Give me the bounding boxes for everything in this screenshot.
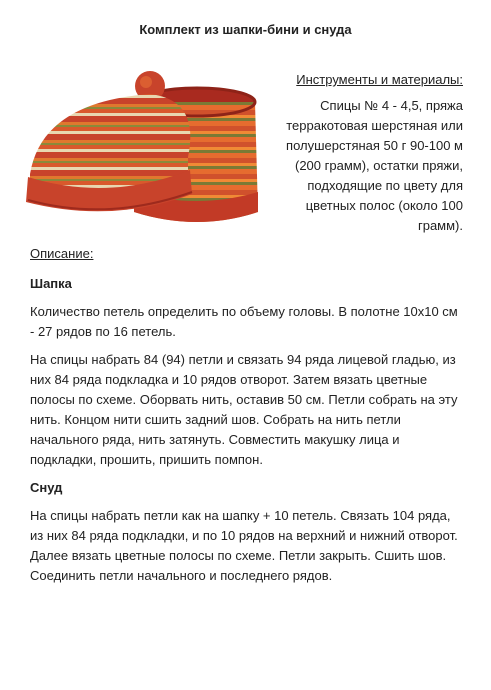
hat-and-snood-photo [22,62,260,234]
description-heading: Описание: [30,246,94,261]
hat-paragraph-2: На спицы набрать 84 (94) петли и связать 94 ряда лицевой гладью, из них 84 ряда подкладка и 10 рядов отворот. Затем вязать цветные полосы по схеме. Оборвать нить, оставив 50 см. Петли собрать на эту нить. Концом нити сшить задний шов. Собрать на нить петли начального ряда, нить затянуть. Совместить макушку лица и подкладки, прошить, пришить помпон. [30,352,458,467]
materials-text: Спицы № 4 - 4,5, пряжа терракотовая шерстяная или полушерстяная 50 г 90-100 м (200 грамм), остатки пряжи, подходящие по цвету для цветных полос (около 100 грамм). [286,98,463,233]
description-section [30,244,460,594]
materials-heading: Инструменты и материалы: [296,72,463,87]
snood-paragraph-1: На спицы набрать петли как на шапку + 10 петель. Связать 104 ряда, из них 84 ряда подкладки, и по 10 рядов на верхний и нижний отворот. Далее вязать цветные полосы по схеме. Петли закрыть. Сшить шов. Соединить петли начального и последнего рядов. [30,508,458,583]
hat-paragraph-1: Количество петель определить по объему головы. В полотне 10х10 см - 27 рядов по 16 петель. [30,304,458,339]
snood-heading: Снуд [30,480,63,495]
hat-heading: Шапка [30,276,72,291]
materials-section [268,70,463,236]
document-title: Комплект из шапки-бини и снуда [139,22,352,37]
